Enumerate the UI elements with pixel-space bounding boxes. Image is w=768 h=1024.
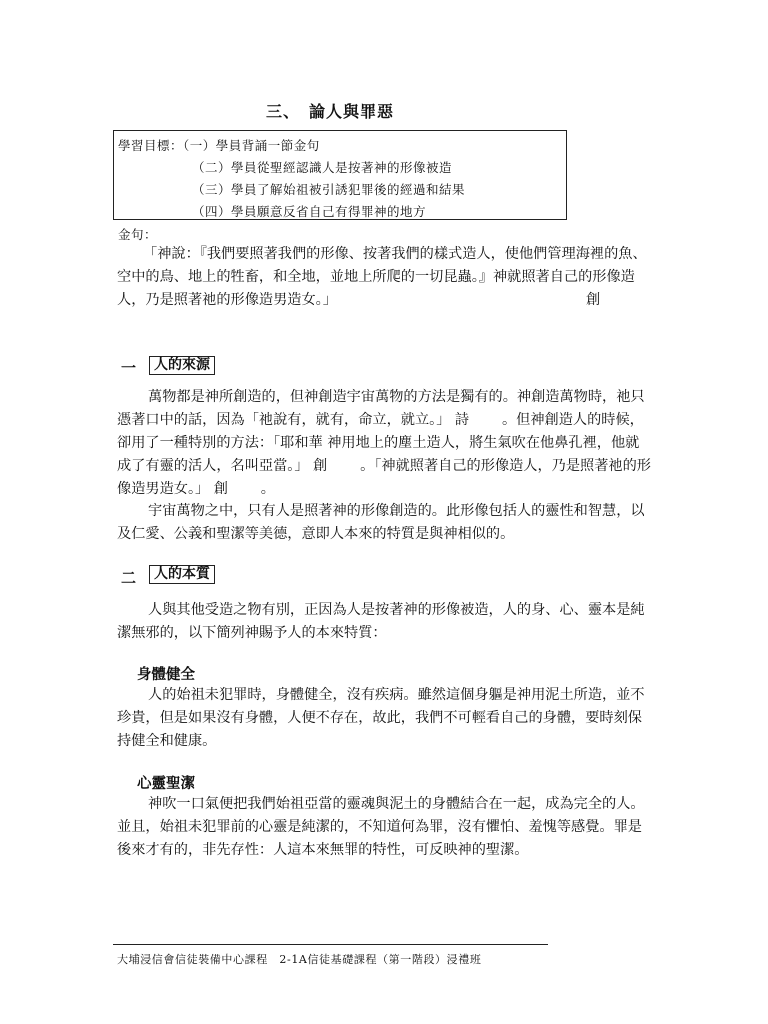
section2-heading: 人的本質 <box>149 565 215 584</box>
verse-line-1: 「神說：『我們要照著我們的形像、按著我們的樣式造人，使他們管理海裡的魚、 <box>143 246 647 262</box>
lesson-title: 三、 論人與罪惡 <box>266 102 395 121</box>
section1-line: 像造男造女。」 創 。 <box>117 481 275 497</box>
objective-line-4: （四）學員願意反省自己有得罪神的地方 <box>192 204 427 219</box>
section1-line: 萬物都是神所創造的，但神創造宇宙萬物的方法是獨有的。神創造萬物時，祂只 <box>148 389 645 405</box>
section1-line: 憑著口中的話，因為「祂說有，就有，命立，就立。」 詩 。但神創造人的時候， <box>117 412 644 428</box>
section1-heading: 人的來源 <box>149 356 215 375</box>
objective-line-1: 學習目標：（一）學員背誦一節金句 <box>118 138 320 153</box>
spirit-holiness-line: 後來才有的，非先存性：人這本來無罪的特性，可反映神的聖潔。 <box>117 842 529 858</box>
section2-line: 潔無邪的，以下簡列神賜予人的本來特質： <box>117 625 387 641</box>
section1-line: 宇宙萬物之中，只有人是照著神的形像創造的。此形像包括人的靈性和智慧，以 <box>148 503 645 519</box>
objective-line-3: （三）學員了解始祖被引誘犯罪後的經過和結果 <box>192 182 466 197</box>
verse-label: 金句： <box>118 227 158 242</box>
section1-line: 卻用了一種特別的方法：「耶和華 神用地上的塵土造人，將生氣吹在他鼻孔裡，他就 <box>117 435 640 451</box>
section1-line: 成了有靈的活人，名叫亞當。」 創 。「神就照著自己的形像造人，乃是照著祂的形 <box>117 458 651 474</box>
body-health-line: 珍貴，但是如果沒有身體，人便不存在，故此，我們不可輕看自己的身體，要時刻保 <box>117 710 642 726</box>
spirit-holiness-line: 神吹一口氣便把我們始祖亞當的靈魂與泥土的身體結合在一起，成為完全的人。 <box>148 796 645 812</box>
section2-number: 二 <box>121 569 137 587</box>
footer-text: 大埔浸信會信徒裝備中心課程 2-1A信徒基礎課程（第一階段）浸禮班 <box>117 953 482 966</box>
subsection-heading-body: 身體健全 <box>137 666 195 683</box>
verse-line-3: 人，乃是照著祂的形像造男造女。」 <box>117 292 337 308</box>
spirit-holiness-line: 並且，始祖未犯罪前的心靈是純潔的，不知道何為罪，沒有懼怕、羞愧等感覺。罪是 <box>117 819 642 835</box>
body-health-line: 持健全和健康。 <box>117 733 217 749</box>
section1-number: 一 <box>121 359 137 377</box>
verse-line-2: 空中的鳥、地上的牲畜，和全地，並地上所爬的一切昆蟲。』神就照著自己的形像造 <box>117 269 635 285</box>
objective-line-2: （二）學員從聖經認識人是按著神的形像被造 <box>192 160 453 175</box>
section1-line: 及仁愛、公義和聖潔等美德，意即人本來的特質是與神相似的。 <box>117 526 515 542</box>
body-health-line: 人的始祖未犯罪時，身體健全，沒有疾病。雖然這個身軀是神用泥土所造，並不 <box>148 687 645 703</box>
section2-line: 人與其他受造之物有別，正因為人是按著神的形像被造，人的身、心、靈本是純 <box>148 602 645 618</box>
verse-reference: 創 <box>586 292 601 308</box>
subsection-heading-spirit: 心靈聖潔 <box>137 775 195 792</box>
footer-divider <box>113 944 548 945</box>
